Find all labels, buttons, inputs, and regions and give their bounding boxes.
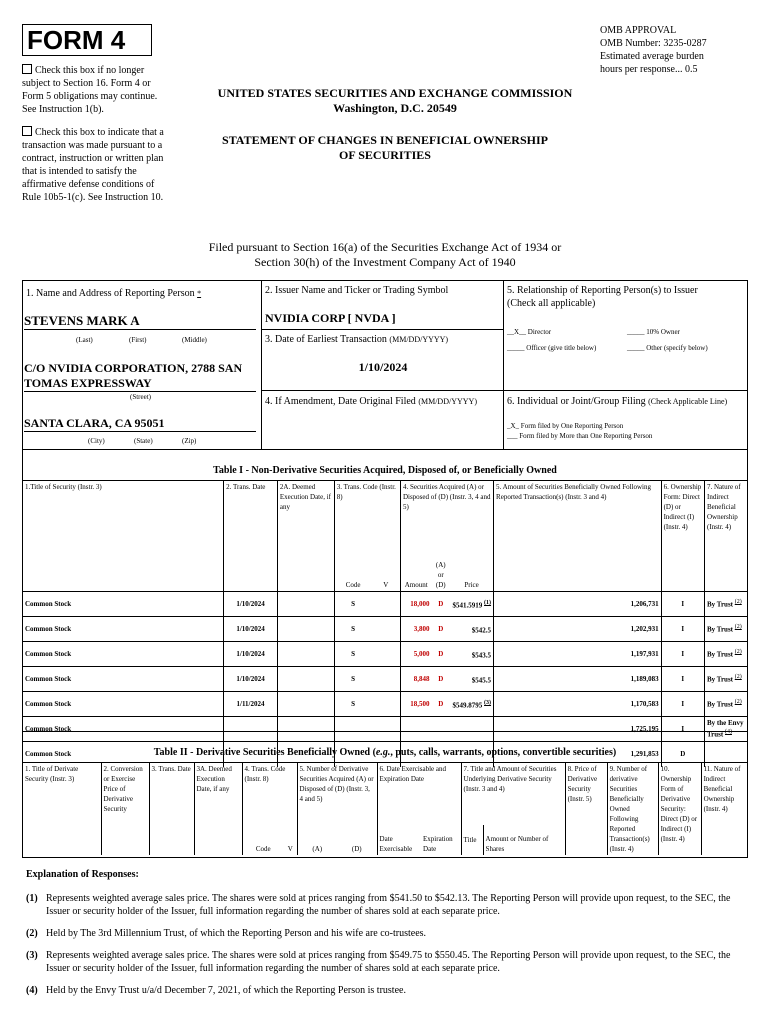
table-row [23, 617, 747, 642]
nature-cell [705, 617, 748, 642]
acquired-disposed: D [431, 667, 450, 692]
omb-line: hours per response... 0.5 [600, 64, 698, 75]
other-option[interactable]: _____ Other (specify below) [627, 344, 708, 352]
divider [261, 329, 503, 330]
owned-following: 1,170,583 [494, 692, 662, 717]
filed-line-2: Section 30(h) of the Investment Company Act of 1940 [254, 255, 516, 269]
nature: By the Envy Trust [707, 718, 744, 739]
price: $542.5 [471, 626, 492, 635]
security-title: Common Stock [23, 717, 224, 742]
statement-title: STATEMENT OF CHANGES IN BENEFICIAL OWNERSHIP OF SECURITIES [222, 133, 548, 162]
box6-label-text: 6. Individual or Joint/Group Filing [507, 396, 646, 407]
nature: By Trust [707, 700, 733, 709]
form-title: FORM 4 [27, 25, 126, 55]
t2-subcol-exp: Expiration Date [423, 835, 453, 853]
table-row [23, 692, 747, 717]
footnote-item [26, 927, 748, 940]
earliest-date: 1/10/2024 [358, 360, 408, 374]
price: $543.5 [471, 651, 492, 660]
section16-checkbox[interactable] [22, 64, 32, 74]
ownership-form: D [661, 742, 704, 767]
col-owned: 5. Amount of Securities Beneficially Owned Following Reported Transaction(s) (Instr. 3 and 4) [494, 481, 662, 592]
ownership-form: I [661, 642, 704, 667]
trans-code: S [334, 667, 371, 692]
box5-sub: (Check all applicable) [507, 298, 596, 309]
agency-city: Washington, D.C. 20549 [333, 101, 457, 115]
v-flag [371, 617, 400, 642]
col-nature: 7. Nature of Indirect Beneficial Ownership (Instr. 4) [705, 481, 748, 592]
owned-following: 1,291,853 [494, 742, 662, 767]
nature-footnote-link[interactable]: (2) [734, 624, 742, 631]
trans-code: S [334, 592, 371, 617]
t2-col-owned: 9. Number of derivative Securities Beneficially Owned Following Reported Transaction(s) (Instr. 4) [607, 763, 658, 855]
table-row [23, 642, 747, 667]
omb-line: OMB Number: 3235-0287 [600, 38, 707, 49]
group-option[interactable]: ___ Form filed by More than One Reporting Person [507, 432, 653, 440]
last-label: (Last) [76, 336, 93, 344]
deemed-date [277, 617, 334, 642]
table2 [22, 732, 748, 858]
trans-date: 1/10/2024 [224, 592, 278, 617]
t2-col-form: 10. Ownership Form of Derivative Security: Direct (D) or Indirect (I) (Instr. 4) [658, 763, 701, 855]
ownership-form: I [661, 692, 704, 717]
explanation-title: Explanation of Responses: [26, 869, 139, 880]
t2-col-title: 1. Title of Derivate Security (Instr. 3) [25, 765, 79, 783]
security-title: Common Stock [23, 742, 224, 767]
acquired-disposed: D [431, 592, 450, 617]
check-section16 [22, 64, 172, 116]
box2-label: 2. Issuer Name and Ticker or Trading Symbol [265, 285, 449, 296]
city-state-zip: SANTA CLARA, CA 95051 [24, 416, 256, 432]
box4-label [265, 395, 477, 408]
amount: 8,848 [400, 667, 431, 692]
nature: By Trust [707, 600, 733, 609]
nature: By Trust [707, 675, 733, 684]
table-row [23, 667, 747, 692]
col-code: 3. Trans. Code (Instr. 8) [334, 481, 400, 559]
subcol-price: Price [464, 581, 479, 589]
owned-following: 1,189,083 [494, 667, 662, 692]
footnote-number: (3) [26, 950, 38, 961]
street-label: (Street) [130, 393, 151, 401]
footnote-text: Held by the Envy Trust u/a/d December 7, 2021, of which the Reporting Person is trustee. [46, 985, 406, 996]
t2-subcol-v: V [287, 845, 293, 853]
box4-format: (MM/DD/YYYY) [418, 397, 477, 406]
price-cell [450, 642, 493, 667]
zip-label: (Zip) [182, 437, 197, 445]
t2-col-number: 5. Number of Derivative Securities Acquired (A) or Disposed of (D) (Instr. 3, 4 and 5) [297, 763, 377, 825]
t2-col-code: 4. Trans. Code (Instr. 8) [242, 763, 297, 825]
box4-label-text: 4. If Amendment, Date Original Filed [265, 396, 416, 407]
ownership-form: I [661, 617, 704, 642]
middle-label: (Middle) [182, 336, 207, 344]
omb-line: Estimated average burden [600, 51, 704, 62]
nature-footnote-link[interactable]: (2) [734, 599, 742, 606]
box3-label [265, 333, 448, 346]
security-title: Common Stock [23, 642, 224, 667]
price: $549.8795 [452, 701, 483, 710]
deemed-date [277, 667, 334, 692]
ownership-form: I [661, 717, 704, 742]
price-footnote-link[interactable]: (1) [484, 599, 492, 606]
security-title: Common Stock [23, 692, 224, 717]
footnote-text: Represents weighted average sales price. The shares were sold at prices ranging from $541.50 to $542.13. The Reporting Person will provide upon request, to the SEC, the Issuer or security holder of the Issuer, full information regarding the number of shares sold at each separate price. [46, 893, 731, 917]
t2-subcol-date-ex: Date Exercisable [377, 825, 421, 855]
filed-pursuant [160, 240, 610, 270]
box5-label-text: 5. Relationship of Reporting Person(s) to Issuer [507, 285, 698, 296]
acquired-disposed: D [431, 642, 450, 667]
check2-text: Check this box to indicate that a transaction was made pursuant to a contract, instruction or written plan that is intended to satisfy the affirmative defense conditions of Rule 10b5-1(c). See Instruction 10. [22, 127, 164, 203]
acquired-disposed: D [431, 617, 450, 642]
form-title-box [22, 24, 152, 56]
box6-label [507, 395, 727, 408]
rule10b5-checkbox[interactable] [22, 126, 32, 136]
divider [261, 390, 748, 391]
price-cell [450, 617, 493, 642]
price: $541.5919 [452, 601, 483, 610]
omb-line: OMB APPROVAL [600, 25, 677, 36]
explanation-list [26, 892, 748, 997]
box3-format: (MM/DD/YYYY) [389, 335, 449, 344]
nature: By Trust [707, 625, 733, 634]
footnote-item [26, 892, 748, 918]
t2-col-price: 8. Price of Derivative Security (Instr. 5) [565, 763, 607, 855]
trans-code: S [334, 692, 371, 717]
reporting-name: STEVENS MARK A [24, 313, 256, 330]
v-flag [371, 692, 400, 717]
col-title: 1.Title of Security (Instr. 3) [25, 483, 102, 491]
nature-footnote-link[interactable]: (2) [734, 699, 742, 706]
trans-date: 1/10/2024 [224, 642, 278, 667]
table1-title: Table I - Non-Derivative Securities Acquired, Disposed of, or Beneficially Owned [23, 450, 747, 481]
t2-subcol-a: (A) [297, 825, 337, 855]
divider [503, 280, 504, 450]
nature-footnote-link[interactable]: (2) [734, 649, 742, 656]
box1-label [26, 287, 201, 300]
omb-box [600, 24, 760, 76]
agency-name: UNITED STATES SECURITIES AND EXCHANGE COMMISSION [217, 86, 573, 100]
table-row [23, 592, 747, 617]
amount: 5,000 [400, 642, 431, 667]
explanation [26, 868, 748, 1006]
t2-subcol-code: Code [242, 825, 284, 855]
nature-cell [705, 642, 748, 667]
t2-col-exercisable: 6. Date Exercisable and Expiration Date [377, 763, 461, 825]
trans-code: S [334, 642, 371, 667]
t2-col-underlying: 7. Title and Amount of Securities Underlying Derivative Security (Instr. 3 and 4) [461, 763, 565, 825]
v-flag [371, 642, 400, 667]
ownership-form: I [661, 592, 704, 617]
amount: 18,500 [400, 692, 431, 717]
box5-label [507, 284, 743, 310]
nature-cell [705, 667, 748, 692]
footnote-item [26, 984, 748, 997]
deemed-date [277, 692, 334, 717]
col-deemed: 2A. Deemed Execution Date, if any [277, 481, 334, 592]
ownership-form: I [661, 667, 704, 692]
col-date: 2. Trans. Date [224, 481, 278, 592]
amount: 3,800 [400, 617, 431, 642]
first-label: (First) [129, 336, 147, 344]
t2-subcol-amount: Amount or Number of Shares [483, 825, 565, 855]
deemed-date [277, 592, 334, 617]
security-title: Common Stock [23, 617, 224, 642]
divider [261, 280, 262, 450]
amount: 18,000 [400, 592, 431, 617]
nature-cell [705, 592, 748, 617]
price: $545.5 [471, 676, 492, 685]
footnote-text: Represents weighted average sales price. The shares were sold at prices ranging from $549.75 to $550.45. The Reporting Person will provide upon request, to the SEC, the Issuer or security holder of the Issuer, full information regarding the number of shares sold at each separate price. [46, 950, 731, 974]
acquired-disposed: D [431, 692, 450, 717]
owned-following: 1,197,931 [494, 642, 662, 667]
t2-col-deemed: 3A. Deemed Execution Date, if any [194, 763, 242, 855]
owned-following: 1,725,195 [494, 717, 662, 742]
footnote-number: (2) [26, 928, 38, 939]
city-label: (City) [88, 437, 105, 445]
ten-percent-option[interactable]: _____ 10% Owner [627, 328, 680, 336]
security-title: Common Stock [23, 592, 224, 617]
price-footnote-link[interactable]: (3) [484, 699, 492, 706]
one-person-option[interactable]: _X_ Form filed by One Reporting Person [507, 422, 624, 430]
agency-block [175, 86, 615, 116]
footnote-number: (1) [26, 893, 38, 904]
table2-title-pre: Table II - Derivative Securities Beneficially Owned ( [153, 747, 376, 758]
nature-footnote-link[interactable]: (2) [734, 674, 742, 681]
footnote-number: (4) [26, 985, 38, 996]
table2-title [23, 732, 747, 763]
price-cell [450, 592, 493, 617]
nature-cell [705, 692, 748, 717]
footnote-item [26, 949, 748, 975]
table2-title-post: , puts, calls, warrants, options, convertible securities) [390, 747, 617, 758]
issuer-name: NVIDIA CORP [ NVDA ] [265, 311, 396, 325]
t2-col-date: 3. Trans. Date [149, 763, 194, 855]
officer-option[interactable]: _____ Officer (give title below) [507, 344, 597, 352]
table2-title-eg: e.g. [375, 747, 391, 758]
table2-grid [23, 763, 747, 855]
director-option[interactable]: __X__ Director [507, 328, 552, 336]
filed-line-1: Filed pursuant to Section 16(a) of the Securities Exchange Act of 1934 or [208, 240, 562, 254]
check1-text: Check this box if no longer subject to Section 16. Form 4 or Form 5 obligations may continue. See Instruction 1(b). [22, 65, 158, 115]
trans-date: 1/10/2024 [224, 617, 278, 642]
box6-sub: (Check Applicable Line) [648, 397, 728, 406]
v-flag [371, 667, 400, 692]
price-cell [450, 692, 493, 717]
footnote-text: Held by The 3rd Millennium Trust, of which the Reporting Person and his wife are co-trustees. [46, 928, 427, 939]
check-10b5 [22, 126, 172, 204]
deemed-date [277, 642, 334, 667]
trans-code: S [334, 617, 371, 642]
footnote-star[interactable]: * [197, 289, 202, 298]
col-acquired: 4. Securities Acquired (A) or Disposed of (D) (Instr. 3, 4 and 5) [400, 481, 493, 559]
nature-footnote-link[interactable]: (4) [724, 728, 732, 735]
v-flag [371, 592, 400, 617]
box3-label-text: 3. Date of Earliest Transaction [265, 334, 387, 345]
subcol-ad: (A) or (D) [435, 561, 446, 589]
subcol-v: V [383, 581, 389, 589]
owned-following: 1,202,931 [494, 617, 662, 642]
trans-date: 1/10/2024 [224, 667, 278, 692]
t2-col-nature: 11. Nature of Indirect Beneficial Ownership (Instr. 4) [701, 763, 747, 855]
price-cell [450, 667, 493, 692]
trans-date: 1/11/2024 [224, 692, 278, 717]
security-title: Common Stock [23, 667, 224, 692]
state-label: (State) [134, 437, 153, 445]
table1-grid [23, 481, 747, 767]
street-address: C/O NVIDIA CORPORATION, 2788 SAN TOMAS EXPRESSWAY [24, 361, 256, 392]
col-form: 6. Ownership Form: Direct (D) or Indirect (I) (Instr. 4) [661, 481, 704, 592]
subcol-code: Code [334, 559, 371, 592]
owned-following: 1,206,731 [494, 592, 662, 617]
t2-subcol-title: Title [461, 825, 483, 855]
t2-col-conversion: 2. Conversion or Exercise Price of Derivative Security [101, 763, 149, 855]
nature: By Trust [707, 650, 733, 659]
subcol-amount: Amount [400, 559, 431, 592]
t2-subcol-d: (D) [351, 845, 362, 853]
box1-label-text: 1. Name and Address of Reporting Person [26, 288, 195, 299]
